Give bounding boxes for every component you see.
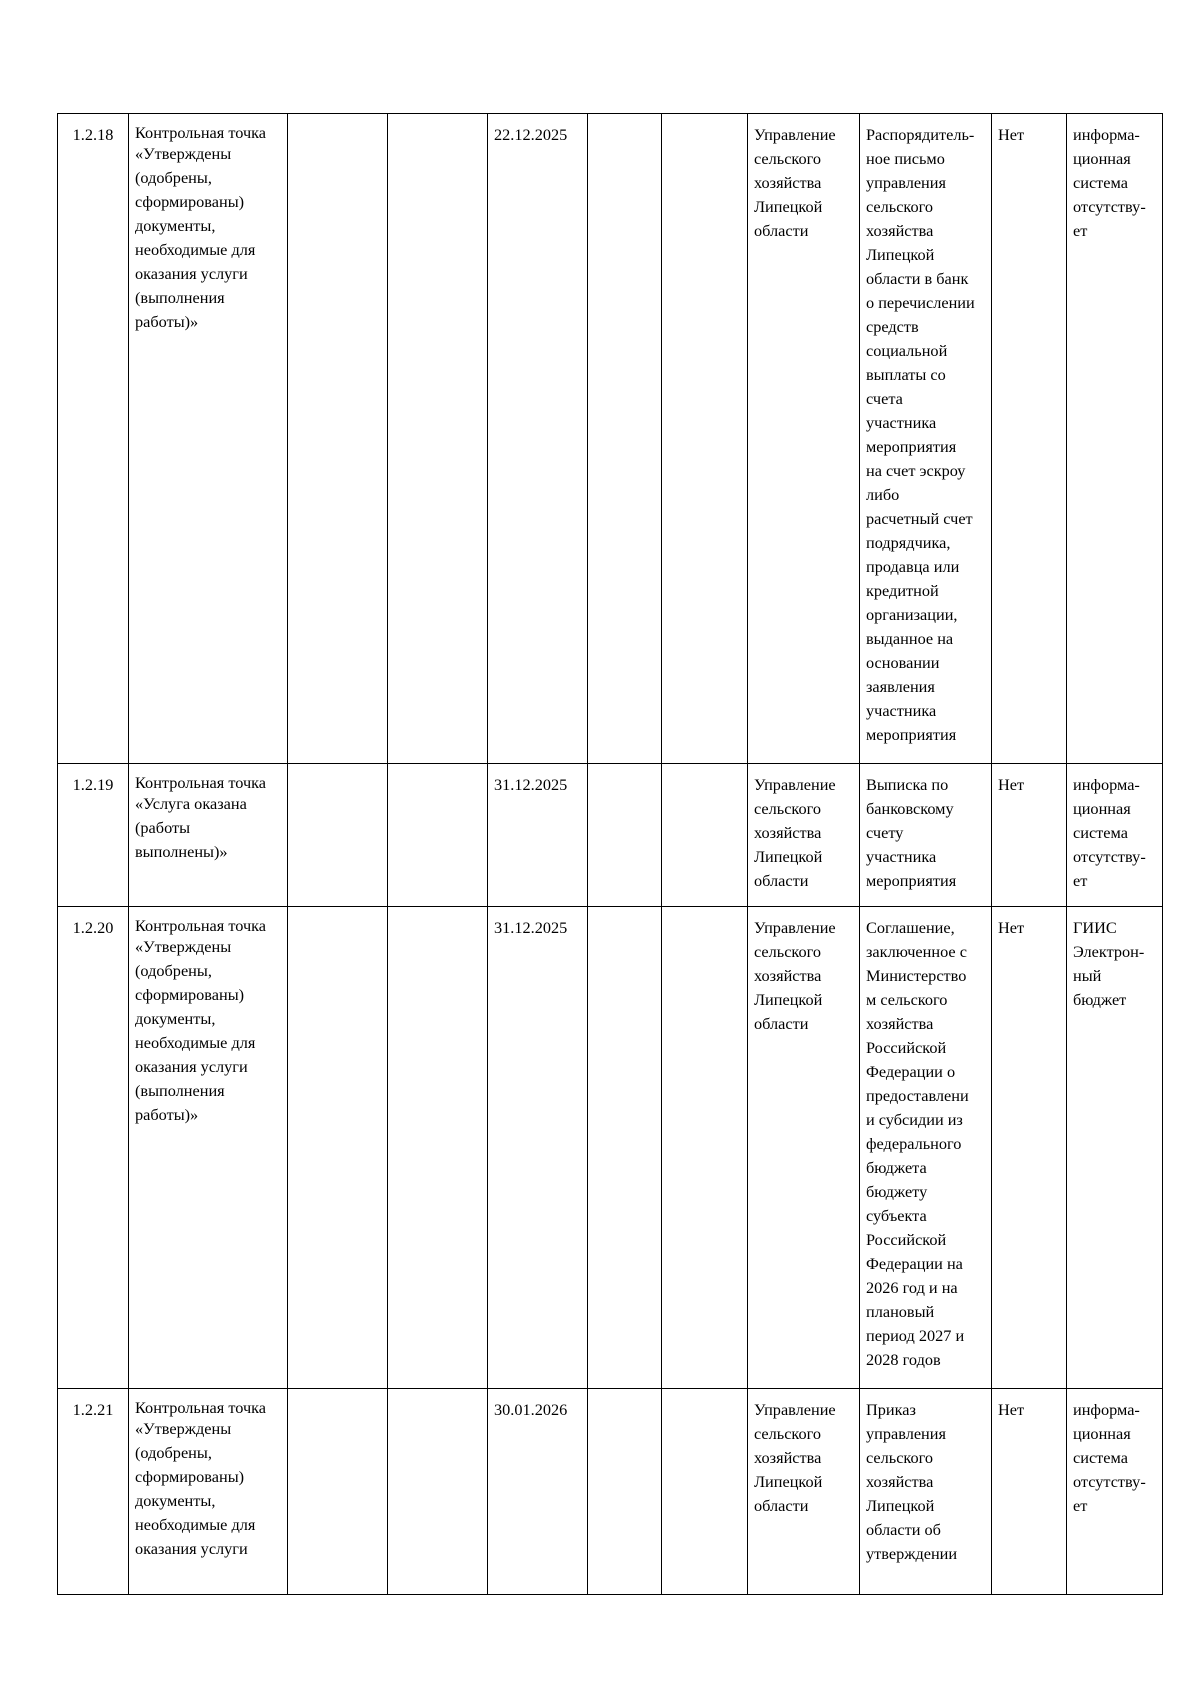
deadline-date: 30.01.2026 [488, 1389, 588, 1595]
control-point-label: Контрольная точка [135, 1398, 267, 1417]
empty-cell [388, 114, 488, 764]
control-point-cell [129, 764, 288, 907]
empty-cell [288, 907, 388, 1389]
table-row [58, 1389, 1163, 1595]
responsible-org: Управление сельского хозяйства Липецкой области [748, 114, 860, 764]
flag-value: Нет [992, 1389, 1067, 1595]
flag-value: Нет [992, 907, 1067, 1389]
empty-cell [662, 114, 748, 764]
control-point-text: «Услуга оказана (работы выполнены)» [135, 794, 247, 861]
control-point-text: «Утверждены (одобрены, сформированы) документы, необходимые для оказания услуги (выполнения работы)» [135, 144, 256, 331]
empty-cell [288, 764, 388, 907]
empty-cell [388, 764, 488, 907]
document-type: Соглашение, заключенное с Министерство м сельского хозяйства Российской Федерации о предоставлени и субсидии из федерального бюджета бюджету субъекта Российской Федерации на 2026 год и на плановый период 2027 и 2028 годов [860, 907, 992, 1389]
table-row [58, 114, 1163, 764]
flag-value: Нет [992, 764, 1067, 907]
row-number: 1.2.19 [58, 764, 129, 907]
control-point-text: «Утверждены (одобрены, сформированы) документы, необходимые для оказания услуги [135, 1419, 256, 1558]
empty-cell [588, 114, 662, 764]
empty-cell [588, 764, 662, 907]
empty-cell [388, 1389, 488, 1595]
table-row [58, 907, 1163, 1389]
information-system: ГИИС Электрон- ный бюджет [1067, 907, 1163, 1389]
control-point-cell [129, 907, 288, 1389]
deadline-date: 31.12.2025 [488, 907, 588, 1389]
empty-cell [662, 764, 748, 907]
control-point-text: «Утверждены (одобрены, сформированы) документы, необходимые для оказания услуги (выполнения работы)» [135, 937, 256, 1124]
responsible-org: Управление сельского хозяйства Липецкой области [748, 764, 860, 907]
control-point-label: Контрольная точка [135, 773, 267, 792]
document-type: Распорядитель- ное письмо управления сельского хозяйства Липецкой области в банк о перечислении средств социальной выплаты со счета участника мероприятия на счет эскроу либо расчетный счет подрядчика, продавца или кредитной организации, выданное на основании заявления участника мероприятия [860, 114, 992, 764]
table-row [58, 764, 1163, 907]
document-type: Выписка по банковскому счету участника мероприятия [860, 764, 992, 907]
empty-cell [662, 1389, 748, 1595]
responsible-org: Управление сельского хозяйства Липецкой области [748, 907, 860, 1389]
row-number: 1.2.20 [58, 907, 129, 1389]
empty-cell [288, 114, 388, 764]
deadline-date: 22.12.2025 [488, 114, 588, 764]
responsible-org: Управление сельского хозяйства Липецкой области [748, 1389, 860, 1595]
control-point-cell [129, 1389, 288, 1595]
empty-cell [388, 907, 488, 1389]
deadline-date: 31.12.2025 [488, 764, 588, 907]
row-number: 1.2.18 [58, 114, 129, 764]
control-point-cell [129, 114, 288, 764]
empty-cell [288, 1389, 388, 1595]
information-system: информа- ционная система отсутству- ет [1067, 114, 1163, 764]
row-number: 1.2.21 [58, 1389, 129, 1595]
control-point-label: Контрольная точка [135, 123, 267, 142]
information-system: информа- ционная система отсутству- ет [1067, 1389, 1163, 1595]
empty-cell [588, 907, 662, 1389]
control-point-label: Контрольная точка [135, 916, 267, 935]
document-type: Приказ управления сельского хозяйства Липецкой области об утверждении [860, 1389, 992, 1595]
information-system: информа- ционная система отсутству- ет [1067, 764, 1163, 907]
control-points-table [57, 113, 1163, 1595]
flag-value: Нет [992, 114, 1067, 764]
empty-cell [662, 907, 748, 1389]
empty-cell [588, 1389, 662, 1595]
